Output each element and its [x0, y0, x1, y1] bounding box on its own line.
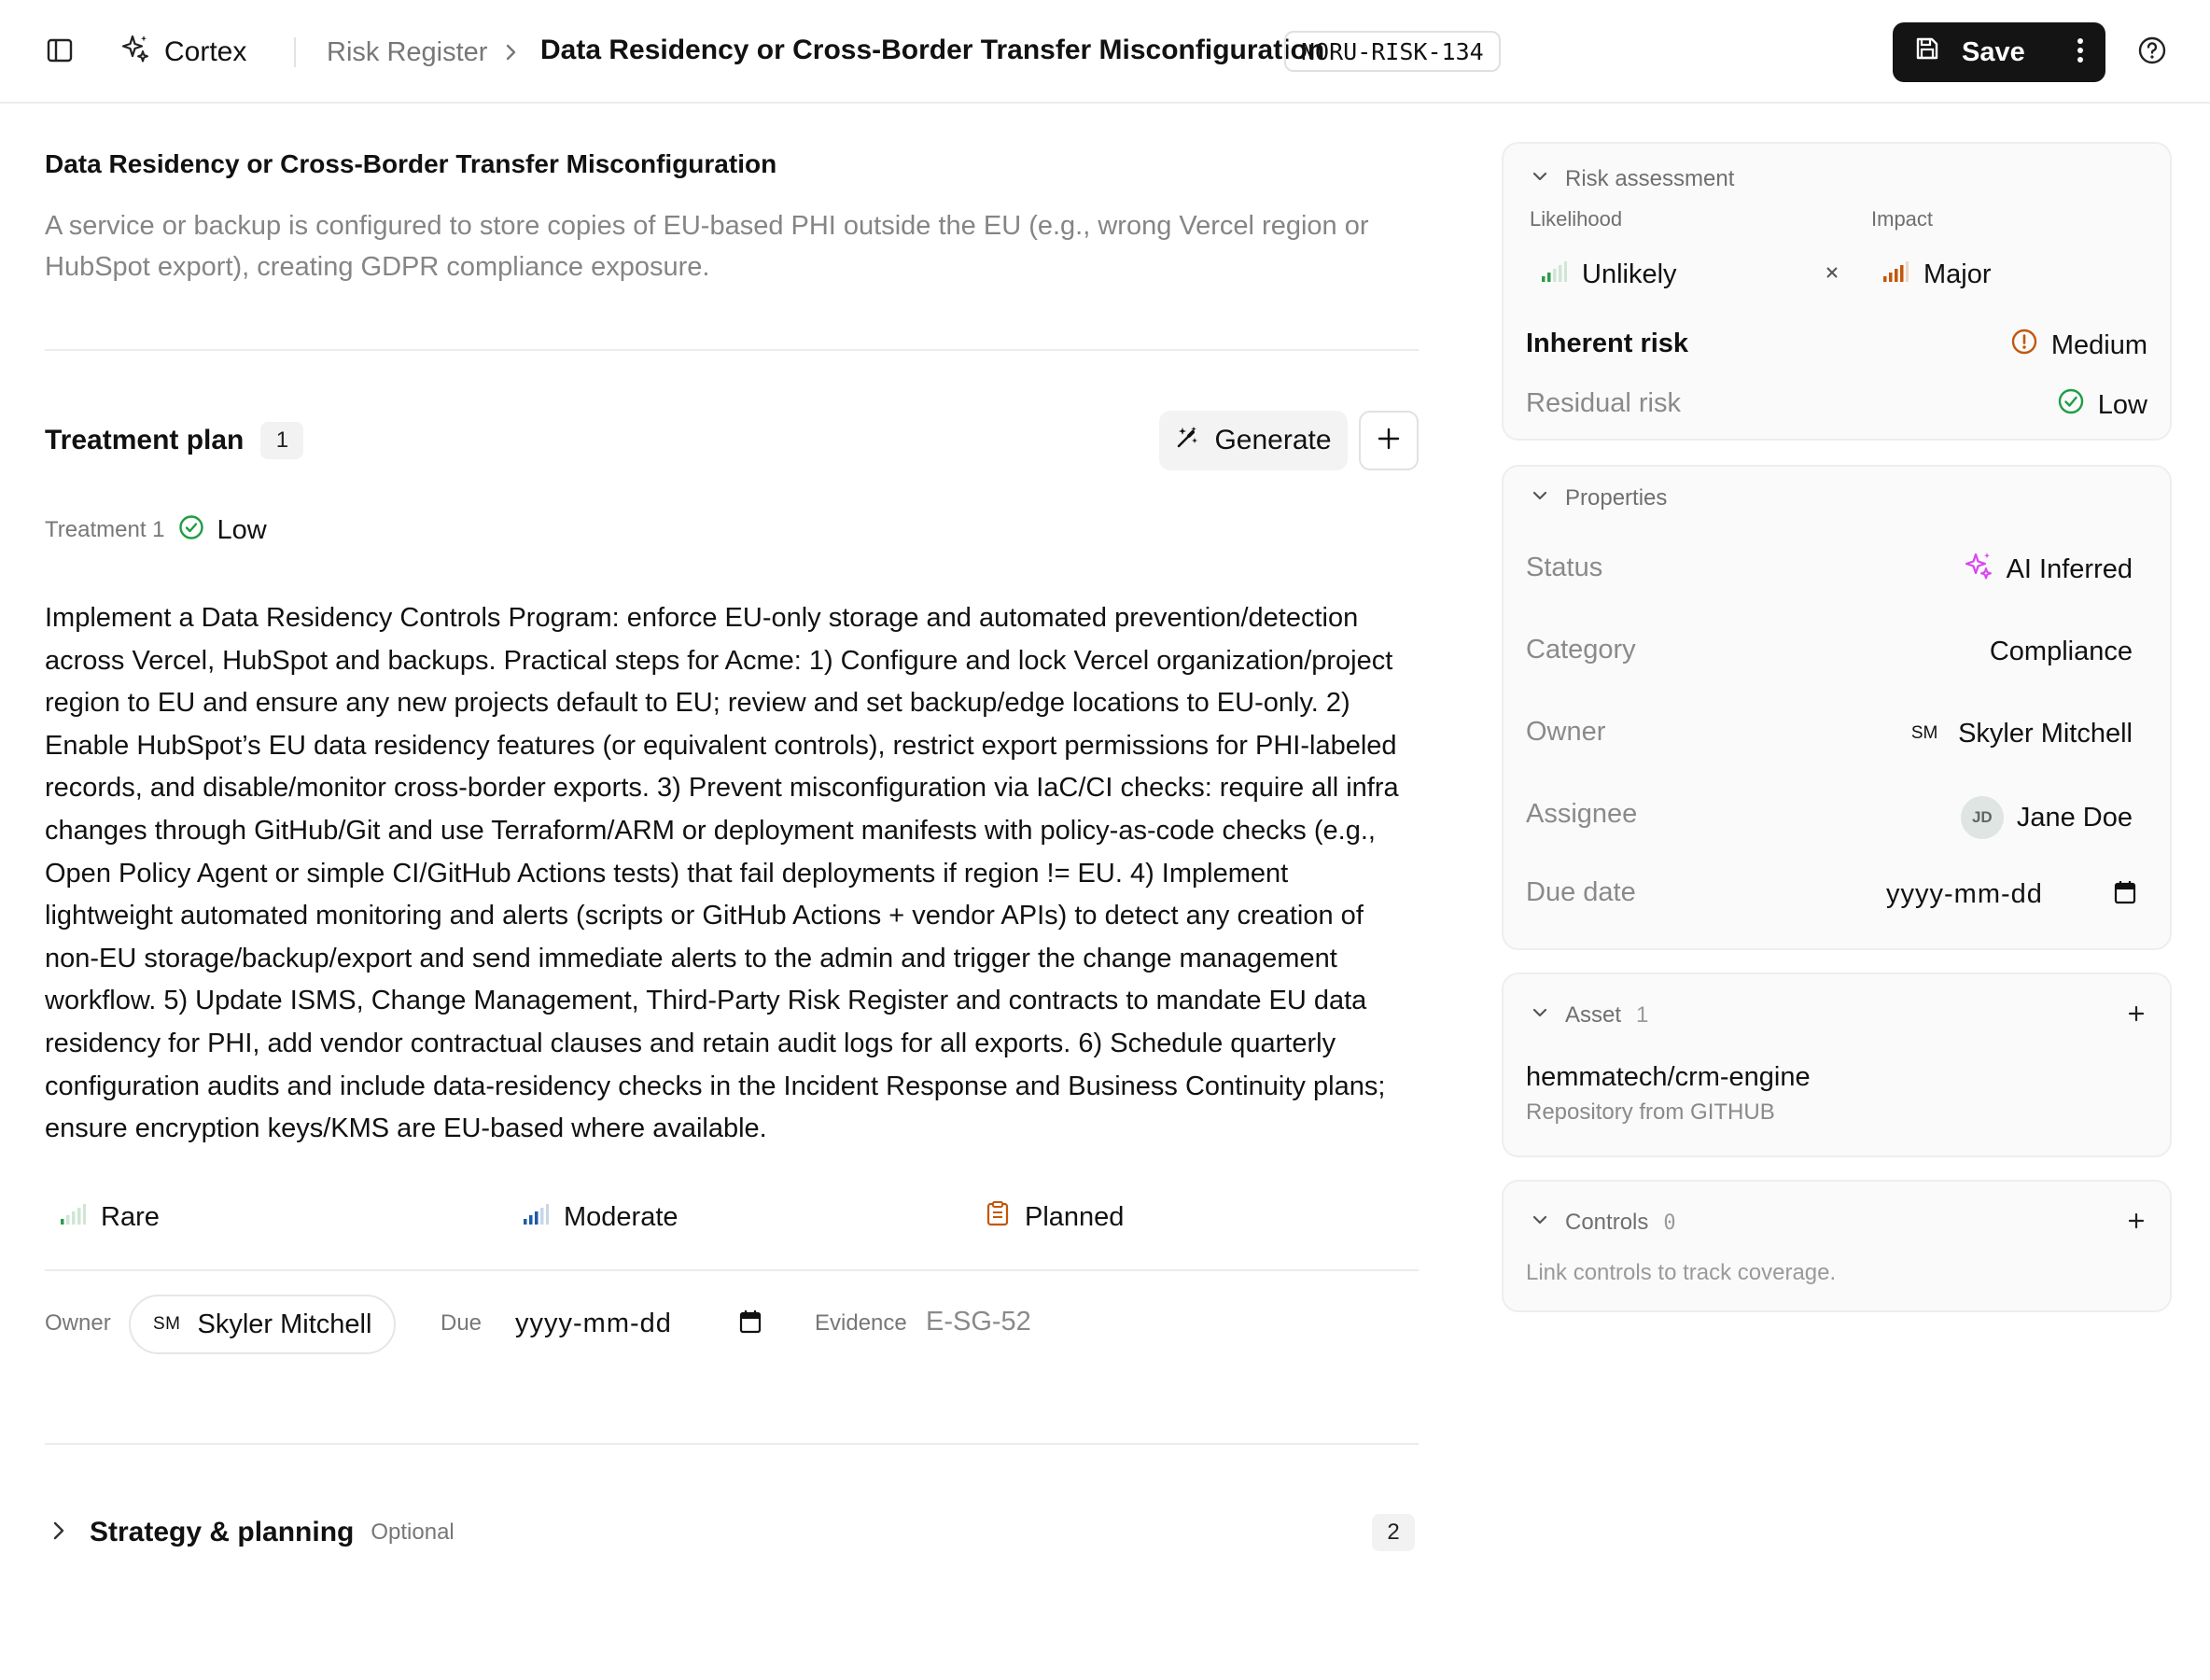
- category-label: Category: [1526, 635, 1636, 665]
- risk-id-badge: NORU-RISK-134: [1284, 31, 1501, 72]
- treatment-status[interactable]: [986, 1198, 1124, 1236]
- risk-assessment-toggle[interactable]: [1530, 162, 1734, 196]
- brand[interactable]: [119, 32, 246, 73]
- floppy-disk-icon: [1913, 35, 1941, 70]
- sidebar-toggle-button[interactable]: [41, 34, 78, 71]
- clear-likelihood-button[interactable]: [1819, 261, 1845, 287]
- owner-name: Skyler Mitchell: [1958, 718, 2133, 749]
- signal-moderate-icon: [523, 1202, 549, 1233]
- treatment-divider: [45, 1269, 1419, 1271]
- magic-wand-icon: [1175, 424, 1201, 457]
- add-asset-button[interactable]: [2121, 1001, 2151, 1030]
- asset-toggle[interactable]: [1530, 999, 1648, 1032]
- strategy-title: Strategy & planning: [90, 1517, 355, 1547]
- risk-assessment-panel: [1502, 142, 2172, 441]
- treatment-due-input[interactable]: [515, 1305, 762, 1342]
- due-date-input[interactable]: [1886, 874, 2136, 915]
- treatment-owner-picker[interactable]: [129, 1295, 396, 1354]
- treatment-owner-name: Skyler Mitchell: [197, 1309, 372, 1339]
- treatment-label: Treatment 1: [45, 517, 165, 542]
- due-date-value: yyyy-mm-dd: [1886, 878, 2043, 909]
- inherent-risk-label: Inherent risk: [1526, 329, 1689, 358]
- treatment-status-value: Planned: [1025, 1201, 1125, 1232]
- calendar-icon[interactable]: [739, 1309, 762, 1338]
- likelihood-label: Likelihood: [1530, 207, 1623, 231]
- residual-risk-text: Low: [2097, 389, 2147, 420]
- chevron-down-icon: [1530, 1210, 1550, 1237]
- impact-value: Major: [1923, 259, 1992, 289]
- plus-icon: [2127, 1211, 2146, 1235]
- clipboard-icon: [986, 1200, 1010, 1234]
- add-treatment-button[interactable]: [1359, 411, 1419, 470]
- header-divider: [294, 37, 296, 67]
- evidence-label: Evidence: [815, 1310, 907, 1336]
- treatment-due-value: yyyy-mm-dd: [515, 1308, 672, 1338]
- properties-title: Properties: [1565, 485, 1668, 511]
- assignee-value[interactable]: [1961, 795, 2133, 840]
- chevron-right-icon: [45, 1517, 73, 1549]
- chevron-down-icon: [1530, 485, 1550, 512]
- risk-description: A service or backup is configured to store copies of EU-based PHI outside the EU (e.g., wrong Vercel region or HubSpot export), creating GDPR compliance exposure.: [45, 211, 1369, 282]
- risk-title: Data Residency or Cross-Border Transfer Misconfiguration: [45, 149, 777, 178]
- signal-major-icon: [1882, 259, 1909, 290]
- controls-toggle[interactable]: [1530, 1206, 1676, 1239]
- properties-panel: [1502, 465, 2172, 950]
- treatment-impact[interactable]: [523, 1198, 678, 1236]
- ai-sparkle-icon: [1964, 551, 1993, 588]
- evidence-input[interactable]: E-SG-52: [926, 1307, 1031, 1337]
- owner-initials: SM: [153, 1314, 181, 1334]
- risk-assessment-title: Risk assessment: [1565, 166, 1735, 191]
- save-button-group: [1893, 22, 2105, 82]
- residual-risk-label: Residual risk: [1526, 388, 1681, 418]
- treatment-likelihood-value: Rare: [101, 1201, 160, 1232]
- signal-unlikely-icon: [1541, 259, 1567, 290]
- properties-toggle[interactable]: [1530, 482, 1667, 515]
- owner-label: Owner: [1526, 717, 1606, 747]
- calendar-icon[interactable]: [2114, 880, 2136, 909]
- treatment-due-label: Due: [441, 1310, 483, 1336]
- assignee-name: Jane Doe: [2016, 802, 2133, 833]
- generate-button[interactable]: [1159, 411, 1348, 470]
- residual-risk-value: [2057, 385, 2147, 426]
- impact-select[interactable]: [1882, 254, 1992, 295]
- more-options-button[interactable]: [2055, 22, 2105, 82]
- controls-count: 0: [1663, 1211, 1676, 1235]
- chevron-down-icon: [1530, 1002, 1550, 1029]
- likelihood-value: Unlikely: [1582, 259, 1677, 289]
- treatment-plan-title: Treatment plan: [45, 425, 245, 455]
- add-control-button[interactable]: [2121, 1208, 2151, 1238]
- strategy-optional: Optional: [371, 1519, 455, 1545]
- controls-panel: [1502, 1180, 2172, 1312]
- help-icon: [2137, 35, 2167, 70]
- due-date-label: Due date: [1526, 877, 1636, 907]
- asset-title: Asset: [1565, 1002, 1622, 1028]
- likelihood-select[interactable]: [1541, 254, 1677, 295]
- owner-value[interactable]: [1904, 713, 2133, 754]
- controls-empty-text: Link controls to track coverage.: [1526, 1260, 1837, 1285]
- section-divider: [45, 349, 1419, 351]
- check-circle-icon: [178, 514, 204, 547]
- inherent-risk-text: Medium: [2050, 329, 2147, 360]
- treatment-count-badge: 1: [260, 422, 303, 459]
- generate-label: Generate: [1214, 425, 1332, 455]
- assignee-avatar: JD: [1961, 796, 2004, 839]
- treatment-plan-header: [45, 422, 303, 459]
- owner-avatar: SM: [1904, 713, 1945, 754]
- signal-rare-icon: [60, 1202, 86, 1233]
- strategy-divider: [45, 1443, 1419, 1445]
- help-button[interactable]: [2133, 34, 2171, 71]
- chevron-down-icon: [1530, 166, 1550, 193]
- treatment-owner-label: Owner: [45, 1310, 111, 1336]
- treatment-description[interactable]: Implement a Data Residency Controls Program: enforce EU-only storage and automated prevention/detection across Vercel, HubSpot and backups. Practical steps for Acme: 1) Configure and lock Vercel organization/project region to EU and ensure any new projects default to EU; review and set backup/edge locations to EU-only. 2) Enable HubSpot’s EU data residency features (or equivalent controls), restrict export permissions for PHI-labeled records, and disable/monitor cross-border exports. 3) Prevent misconfiguration via IaC/CI checks: require all infra changes through GitHub/Git and use Terraform/ARM or deployment manifests with policy-as-code checks (e.g., Open Policy Agent or simple CI/GitHub Actions tests) that fail deployments if region != EU. 4) Implement lightweight automated monitoring and alerts (scripts or GitHub Actions + vendor APIs) to detect any creation of non-EU storage/backup/export and send immediate alerts to the admin and trigger the change management workflow. 5) Update ISMS, Change Management, Third-Party Risk Register and contracts to mandate EU data residency for PHI, add vendor contractual clauses and retain audit logs for all exports. 6) Schedule quarterly configuration audits and include data-residency checks in the Incident Response and Business Continuity plans; ensure encryption keys/KMS are EU-based where available.: [45, 603, 1399, 1144]
- asset-count: 1: [1636, 1002, 1649, 1028]
- asset-panel: [1502, 973, 2172, 1157]
- asset-source: Repository from GITHUB: [1526, 1099, 1775, 1125]
- asset-name[interactable]: hemmatech/crm-engine: [1526, 1062, 1811, 1092]
- sparkle-icon: [119, 33, 151, 72]
- app-name: Cortex: [164, 36, 247, 67]
- breadcrumb-chevron-icon: [500, 37, 521, 67]
- sidebar-toggle-icon: [46, 36, 74, 69]
- strategy-count-badge: 2: [1372, 1514, 1415, 1551]
- plus-icon: [1377, 427, 1401, 455]
- breadcrumb-current: Data Residency or Cross-Border Transfer Misconfiguration: [540, 35, 1325, 65]
- breadcrumb-parent[interactable]: Risk Register: [327, 36, 488, 67]
- check-circle-icon: [2057, 387, 2085, 423]
- impact-label: Impact: [1871, 207, 1934, 231]
- status-label: Status: [1526, 553, 1603, 582]
- vertical-dots-icon: [2077, 37, 2084, 68]
- strategy-toggle[interactable]: [45, 1512, 455, 1553]
- alert-circle-icon: [2010, 328, 2038, 363]
- top-bar: [0, 0, 2210, 104]
- save-label: Save: [1962, 36, 2025, 67]
- close-icon: [1825, 265, 1839, 285]
- status-text: AI Inferred: [2006, 553, 2133, 584]
- assignee-label: Assignee: [1526, 799, 1638, 829]
- treatment-level: Low: [217, 514, 267, 545]
- category-value[interactable]: Compliance: [1989, 636, 2133, 666]
- treatment-impact-value: Moderate: [564, 1201, 678, 1232]
- treatment-likelihood[interactable]: [60, 1198, 160, 1236]
- treatment-header: [45, 511, 267, 549]
- status-value[interactable]: [1964, 549, 2133, 590]
- controls-title: Controls: [1565, 1210, 1649, 1235]
- save-button[interactable]: [1893, 22, 2025, 82]
- plus-icon: [2127, 1004, 2146, 1028]
- inherent-risk-value: [2010, 325, 2147, 366]
